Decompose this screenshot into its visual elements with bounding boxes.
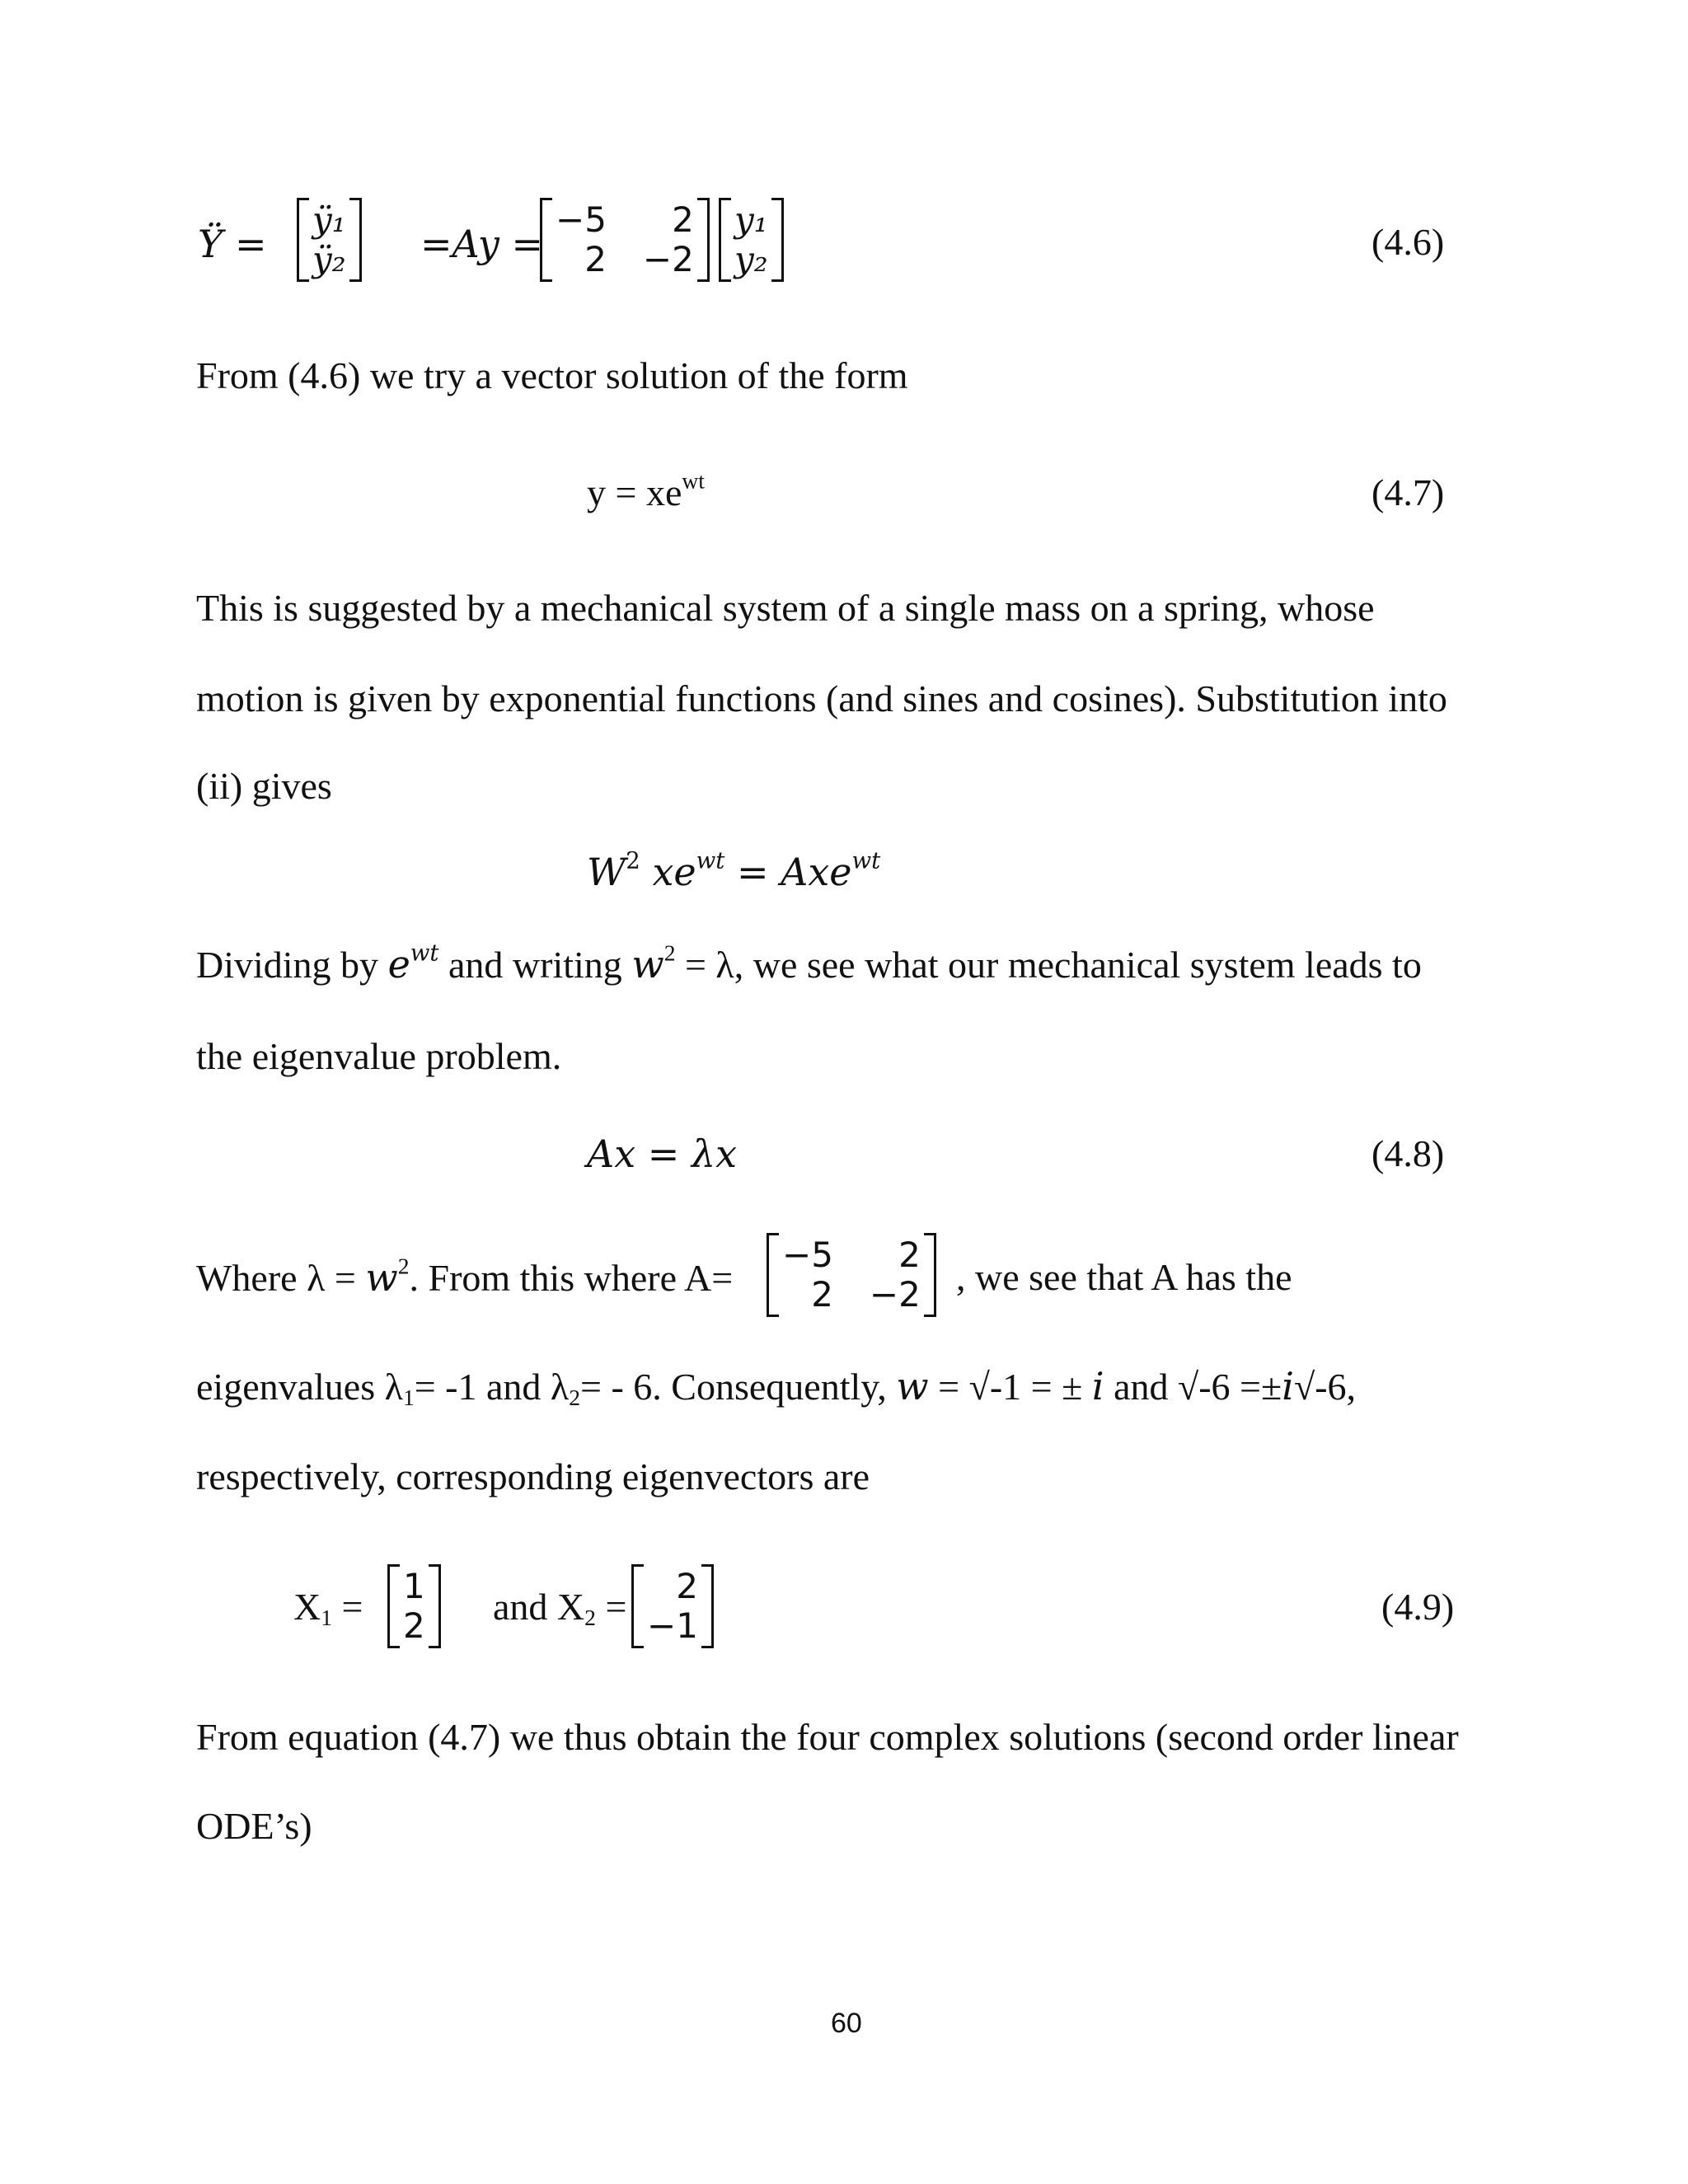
eq49-x1-label: $X_1$ = bbox=[293, 1586, 363, 1630]
matrix-entry: −1 bbox=[647, 1605, 698, 1646]
matrix-entry: −5 bbox=[782, 1235, 833, 1275]
eq46-y-vector bbox=[719, 198, 784, 282]
paragraph-line: motion is given by exponential functions (and sines and cosines). Substitution into bbox=[196, 677, 1447, 719]
eigenvector-x2 bbox=[631, 1564, 714, 1648]
equation-number: (4.8) bbox=[1372, 1132, 1445, 1174]
paragraph-line: (ii) gives bbox=[196, 765, 332, 807]
eq46-derivative-vector bbox=[297, 198, 362, 282]
eq46-mid: =Ay = bbox=[420, 222, 544, 266]
eigenvector-x1 bbox=[387, 1564, 441, 1648]
paragraph-text: From (4.6) we try a vector solution of the form bbox=[196, 354, 908, 396]
matrix-entry: 2 bbox=[898, 1235, 921, 1275]
matrix-entry: y₁ bbox=[734, 199, 768, 240]
matrix-entry: ÿ₂ bbox=[312, 239, 346, 279]
paragraph-line: Where $\lambda = w^2$. From this where A= bbox=[196, 1253, 734, 1300]
matrix-entry: 1 bbox=[403, 1566, 425, 1606]
matrix-entry: 2 bbox=[584, 239, 607, 279]
paragraph-line: ODE’s) bbox=[196, 1805, 312, 1847]
matrix-entry: ÿ₁ bbox=[312, 199, 346, 240]
paragraph-line: This is suggested by a mechanical system of a single mass on a spring, whose bbox=[196, 587, 1375, 629]
matrix-entry: −2 bbox=[642, 239, 694, 279]
inline-matrix-A bbox=[767, 1233, 936, 1317]
eq46-lhs: Ÿ = bbox=[198, 222, 267, 266]
eq49-x2-label: and $X_2$ = bbox=[493, 1586, 627, 1630]
equation-number: (4.6) bbox=[1372, 221, 1445, 263]
paragraph-line: , we see that A has the bbox=[956, 1256, 1292, 1298]
equation-number: (4.7) bbox=[1372, 471, 1445, 513]
matrix-entry: 2 bbox=[811, 1274, 833, 1315]
matrix-entry: 2 bbox=[672, 199, 694, 240]
page-number: 60 bbox=[831, 2008, 862, 2039]
matrix-entry: 2 bbox=[676, 1566, 698, 1606]
paragraph-line: the eigenvalue problem. bbox=[196, 1035, 562, 1077]
matrix-entry: 2 bbox=[403, 1605, 425, 1646]
eq47: $y = xe^{wt}$ bbox=[587, 467, 705, 513]
substituted-equation: $W^2$ $xe^{wt} = Axe^{wt}$ bbox=[587, 846, 881, 894]
matrix-entry: −2 bbox=[869, 1274, 921, 1315]
eq48: Ax = λx bbox=[587, 1132, 738, 1176]
eq46-matrix-A bbox=[540, 198, 710, 282]
equation-number: (4.9) bbox=[1381, 1586, 1455, 1628]
paragraph-line: Dividing by $e^{wt}$ and writing $w^2 = \lambda$, we see what our mechanical system leads to bbox=[196, 939, 1422, 987]
paragraph-line: respectively, corresponding eigenvectors are bbox=[196, 1455, 870, 1497]
matrix-entry: y₂ bbox=[734, 239, 768, 279]
paragraph-line: eigenvalues $\lambda_1= -1$ and $\lambda_2= - 6$. Consequently, w = √-1 = ± i and √-6 =±i√-6, bbox=[196, 1364, 1357, 1410]
matrix-entry: −5 bbox=[556, 199, 607, 240]
paragraph-line: From equation (4.7) we thus obtain the four complex solutions (second order linear bbox=[196, 1716, 1459, 1758]
